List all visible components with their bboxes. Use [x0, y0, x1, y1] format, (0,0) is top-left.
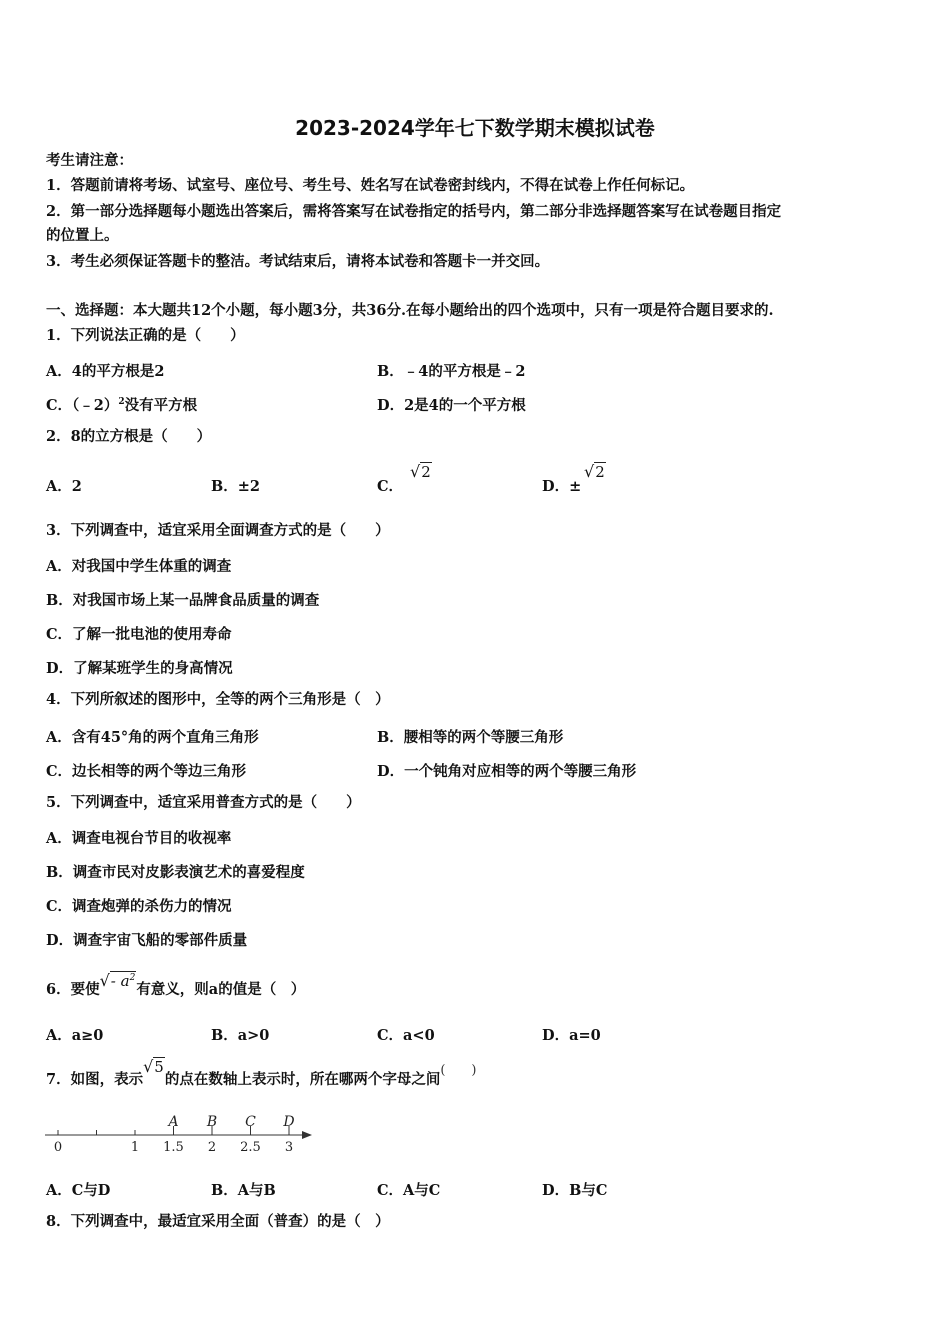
- question-4-stem: 4．下列所叙述的图形中，全等的两个三角形是（ ）: [46, 691, 390, 708]
- q2-option-d[interactable]: [542, 475, 581, 496]
- question-5-stem: 5．下列调查中，适宜采用普查方式的是（ ）: [46, 794, 361, 811]
- number-line-point-label: A: [168, 1114, 179, 1130]
- q2-option-a[interactable]: A．2: [46, 478, 82, 495]
- q7-answer-paren: ( ): [440, 1063, 477, 1078]
- question-3-stem: 3．下列调查中，适宜采用全面调查方式的是（ ）: [46, 522, 390, 539]
- q6-radicand-text: - a: [110, 972, 130, 990]
- q7-radicand: 5: [154, 1058, 164, 1076]
- q2-option-b[interactable]: B．±2: [211, 478, 260, 495]
- q4-option-b[interactable]: B．腰相等的两个等腰三角形: [377, 729, 564, 746]
- q7-option-d[interactable]: D．B与C: [542, 1182, 608, 1199]
- q4-option-d[interactable]: D．一个钝角对应相等的两个等腰三角形: [377, 763, 637, 780]
- page-title: 2023-2024学年七下数学期末模拟试卷: [295, 116, 655, 140]
- question-6-stem: [46, 971, 306, 1000]
- q4-option-a[interactable]: A．含有45°角的两个直角三角形: [46, 729, 259, 746]
- number-line-point-label: D: [283, 1114, 295, 1130]
- q3-option-c[interactable]: C．了解一批电池的使用寿命: [46, 626, 232, 643]
- number-line-tick-label: 2.5: [240, 1140, 261, 1155]
- q7-option-c[interactable]: C．A与C: [377, 1182, 441, 1199]
- number-line-tick-label: 1.5: [163, 1140, 184, 1155]
- q2-option-c[interactable]: [377, 475, 403, 496]
- q6-stem-post: 有意义，则a的值是（ ）: [136, 981, 306, 998]
- q5-option-c[interactable]: C．调查炮弹的杀伤力的情况: [46, 898, 232, 915]
- number-line-tick-label: 0: [53, 1140, 63, 1155]
- q7-stem-post: 的点在数轴上表示时，所在哪两个字母之间: [164, 1071, 441, 1088]
- question-2-stem: 2．8的立方根是（ ）: [46, 428, 212, 445]
- q6-option-c[interactable]: C．a<0: [377, 1027, 435, 1044]
- q2-option-d-sqrt: √2: [584, 462, 605, 481]
- q5-option-b[interactable]: B．调查市民对皮影表演艺术的喜爱程度: [46, 864, 305, 881]
- q6-sqrt: √- $a^2$: [99, 971, 136, 990]
- q7-option-a[interactable]: A．C与D: [46, 1182, 111, 1199]
- q6-option-a[interactable]: A．a≥0: [46, 1027, 104, 1044]
- q2-option-c-label: C．: [377, 478, 404, 495]
- number-line-point-label: B: [206, 1114, 218, 1130]
- number-line-tick-label: 1: [130, 1140, 140, 1155]
- q3-option-a[interactable]: A．对我国中学生体重的调查: [46, 558, 232, 575]
- q5-option-d[interactable]: D．调查宇宙飞船的零部件质量: [46, 932, 248, 949]
- q6-radicand: [110, 971, 137, 990]
- note-2a: 2．第一部分选择题每小题选出答案后，需将答案写在试卷指定的括号内，第二部分非选择题答案写在试卷题目指定: [46, 203, 782, 220]
- q2-option-c-radicand: 2: [421, 463, 431, 481]
- q4-option-c[interactable]: C．边长相等的两个等边三角形: [46, 763, 247, 780]
- question-8-stem: 8．下列调查中，最适宜采用全面（普查）的是（ ）: [46, 1213, 390, 1230]
- q7-option-b[interactable]: B．A与B: [211, 1182, 276, 1199]
- q1-option-c-sup: 2: [118, 397, 125, 408]
- q3-option-d[interactable]: D．了解某班学生的身高情况: [46, 660, 233, 677]
- q1-option-c-pre: C．（﹣2）: [46, 397, 119, 414]
- q6-radicand-sup: 2: [129, 973, 136, 983]
- number-line-tick-label: 3: [284, 1140, 294, 1155]
- note-3: 3．考生必须保证答题卡的整洁。考试结束后，请将本试卷和答题卡一并交回。: [46, 253, 550, 270]
- number-line-figure: [40, 1108, 330, 1158]
- q2-option-c-sqrt: √2: [410, 462, 431, 481]
- q6-option-d[interactable]: D．a=0: [542, 1027, 601, 1044]
- note-2b: 的位置上。: [46, 227, 119, 244]
- q1-option-c-post: 没有平方根: [124, 397, 198, 414]
- number-line-tick-label: 2: [207, 1140, 217, 1155]
- q3-option-b[interactable]: B．对我国市场上某一品牌食品质量的调查: [46, 592, 320, 609]
- question-7-stem: [46, 1057, 477, 1091]
- number-line-point-label: C: [245, 1114, 256, 1130]
- q2-option-d-label: D．±: [542, 478, 582, 495]
- q6-option-b[interactable]: B．a>0: [211, 1027, 270, 1044]
- q1-option-c[interactable]: [46, 394, 197, 415]
- q7-sqrt: √5: [143, 1057, 164, 1076]
- question-1-stem: 1．下列说法正确的是（ ）: [46, 327, 245, 344]
- q5-option-a[interactable]: A．调查电视台节目的收视率: [46, 830, 232, 847]
- q6-stem-pre: 6．要使: [46, 981, 100, 998]
- q2-option-d-radicand: 2: [595, 463, 605, 481]
- q7-stem-pre: 7．如图，表示: [46, 1071, 144, 1088]
- q1-option-d[interactable]: D．2是4的一个平方根: [377, 397, 526, 414]
- q1-option-b[interactable]: B．﹣4的平方根是﹣2: [377, 363, 526, 380]
- note-1: 1．答题前请将考场、试室号、座位号、考生号、姓名写在试卷密封线内，不得在试卷上作任何标记。: [46, 177, 695, 194]
- number-line-arrow: [302, 1131, 312, 1139]
- section-heading: 一、选择题：本大题共12个小题，每小题3分，共36分.在每小题给出的四个选项中，只有一项是符合题目要求的.: [46, 302, 774, 319]
- q1-option-a[interactable]: A．4的平方根是2: [46, 363, 165, 380]
- notes-heading: 考生请注意：: [46, 152, 133, 169]
